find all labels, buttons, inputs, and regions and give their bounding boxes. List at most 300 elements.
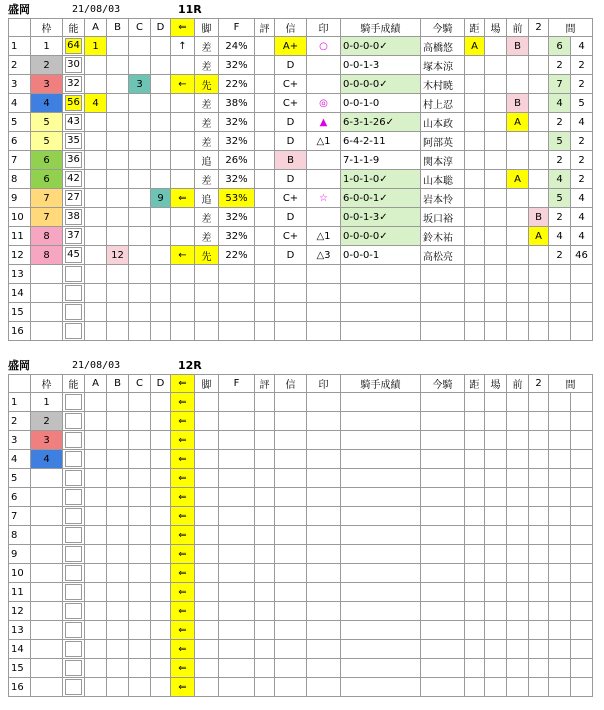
arrow: ⇐ <box>171 621 195 640</box>
kyori: A <box>465 37 485 56</box>
waku: 8 <box>31 246 63 265</box>
col-b <box>107 640 129 659</box>
f-rate <box>219 284 255 303</box>
col-a <box>85 621 107 640</box>
jockey <box>421 412 465 431</box>
jockey <box>421 393 465 412</box>
nouryoku <box>63 151 85 170</box>
col-b <box>107 564 129 583</box>
waku: 4 <box>31 450 63 469</box>
header-col-c: C <box>129 19 151 37</box>
col-a <box>85 75 107 94</box>
jockey-record <box>341 488 421 507</box>
col-2: A <box>529 227 549 246</box>
col-2 <box>529 170 549 189</box>
waku: 2 <box>31 56 63 75</box>
kyaku: 差 <box>195 208 219 227</box>
row-number: 8 <box>9 526 31 545</box>
col-d <box>151 412 171 431</box>
kyori <box>465 113 485 132</box>
col-d <box>151 246 171 265</box>
kankaku-1: 2 <box>549 151 571 170</box>
row-number: 6 <box>9 132 31 151</box>
arrow: ⇐ <box>171 189 195 208</box>
col-2 <box>529 265 549 284</box>
kyori <box>465 393 485 412</box>
col-b <box>107 265 129 284</box>
row-number: 3 <box>9 75 31 94</box>
row-number: 5 <box>9 113 31 132</box>
jockey-record: 6-3-1-26✓ <box>341 113 421 132</box>
jockey-record <box>341 678 421 697</box>
jockey: 山本聡 <box>421 170 465 189</box>
col-a <box>85 507 107 526</box>
row-number: 8 <box>9 170 31 189</box>
hyoka <box>255 431 275 450</box>
shinrai <box>275 412 307 431</box>
f-rate: 32% <box>219 208 255 227</box>
kyaku <box>195 602 219 621</box>
arrow <box>171 284 195 303</box>
col-c <box>129 488 151 507</box>
mae <box>507 56 529 75</box>
mae: A <box>507 113 529 132</box>
kankaku-1: 2 <box>549 208 571 227</box>
f-rate <box>219 583 255 602</box>
col-a <box>85 170 107 189</box>
arrow <box>171 265 195 284</box>
col-d <box>151 393 171 412</box>
shirushi <box>307 621 341 640</box>
shinrai <box>275 583 307 602</box>
col-c <box>129 545 151 564</box>
jockey <box>421 640 465 659</box>
waku <box>31 640 63 659</box>
kyaku <box>195 678 219 697</box>
arrow: ⇐ <box>171 431 195 450</box>
kankaku-2: 2 <box>571 151 593 170</box>
col-b <box>107 431 129 450</box>
row-number: 2 <box>9 412 31 431</box>
col-d <box>151 431 171 450</box>
shinrai <box>275 450 307 469</box>
col-b <box>107 322 129 341</box>
nouryoku <box>63 75 85 94</box>
shinrai <box>275 678 307 697</box>
arrow <box>171 208 195 227</box>
col-b <box>107 526 129 545</box>
hyoka <box>255 208 275 227</box>
table-row <box>9 678 593 697</box>
kyori <box>465 189 485 208</box>
row-number: 14 <box>9 640 31 659</box>
mae <box>507 450 529 469</box>
kyaku: 差 <box>195 170 219 189</box>
col-2 <box>529 75 549 94</box>
kankaku-1 <box>549 450 571 469</box>
col-c <box>129 659 151 678</box>
race-12-header <box>0 358 604 374</box>
arrow: ⇐ <box>171 640 195 659</box>
jockey <box>421 564 465 583</box>
col-2 <box>529 322 549 341</box>
table-row <box>9 246 593 265</box>
jockey-record: 0-0-0-1 <box>341 246 421 265</box>
col-b <box>107 488 129 507</box>
kyaku: 差 <box>195 113 219 132</box>
kyori <box>465 265 485 284</box>
arrow <box>171 132 195 151</box>
col-a <box>85 113 107 132</box>
kyaku <box>195 488 219 507</box>
header-row-number <box>9 375 31 393</box>
col-a <box>85 265 107 284</box>
nouryoku <box>63 659 85 678</box>
jockey-record: 7-1-1-9 <box>341 151 421 170</box>
hyoka <box>255 659 275 678</box>
baba <box>485 132 507 151</box>
mae: B <box>507 37 529 56</box>
row-number: 9 <box>9 189 31 208</box>
f-rate <box>219 412 255 431</box>
jockey-record: 6-0-0-1✓ <box>341 189 421 208</box>
col-2 <box>529 621 549 640</box>
jockey <box>421 526 465 545</box>
hyoka <box>255 640 275 659</box>
kyaku <box>195 545 219 564</box>
kyaku <box>195 564 219 583</box>
waku: 8 <box>31 227 63 246</box>
f-rate: 32% <box>219 132 255 151</box>
row-number: 11 <box>9 227 31 246</box>
nouryoku-box: 36 <box>65 152 82 168</box>
f-rate <box>219 621 255 640</box>
kyori <box>465 583 485 602</box>
col-c <box>129 151 151 170</box>
shinrai <box>275 322 307 341</box>
baba <box>485 322 507 341</box>
jockey-record <box>341 284 421 303</box>
table-row <box>9 94 593 113</box>
hyoka <box>255 507 275 526</box>
kyori <box>465 56 485 75</box>
kankaku-1: 4 <box>549 94 571 113</box>
col-c <box>129 526 151 545</box>
nouryoku <box>63 583 85 602</box>
row-number: 4 <box>9 450 31 469</box>
kankaku-1: 5 <box>549 132 571 151</box>
col-a <box>85 393 107 412</box>
arrow: ⇐ <box>171 583 195 602</box>
nouryoku <box>63 507 85 526</box>
nouryoku-box: 35 <box>65 133 82 149</box>
header-waku: 枠 <box>31 375 63 393</box>
col-b <box>107 56 129 75</box>
row-number: 12 <box>9 602 31 621</box>
baba <box>485 450 507 469</box>
col-a <box>85 526 107 545</box>
col-c <box>129 284 151 303</box>
col-d <box>151 583 171 602</box>
kyaku <box>195 322 219 341</box>
f-rate <box>219 322 255 341</box>
kankaku-2: 4 <box>571 113 593 132</box>
waku <box>31 488 63 507</box>
col-d <box>151 564 171 583</box>
f-rate <box>219 450 255 469</box>
col-a <box>85 303 107 322</box>
jockey <box>421 602 465 621</box>
col-a <box>85 322 107 341</box>
hyoka <box>255 678 275 697</box>
kankaku-2 <box>571 659 593 678</box>
jockey <box>421 507 465 526</box>
header-kyaku: 脚 <box>195 19 219 37</box>
col-c <box>129 246 151 265</box>
nouryoku-box <box>65 285 82 301</box>
kankaku-2 <box>571 507 593 526</box>
hyoka <box>255 393 275 412</box>
col-2 <box>529 151 549 170</box>
kankaku-1 <box>549 640 571 659</box>
arrow: ⇐ <box>171 488 195 507</box>
mae <box>507 545 529 564</box>
kyori <box>465 75 485 94</box>
hyoka <box>255 227 275 246</box>
col-d <box>151 640 171 659</box>
header-waku: 枠 <box>31 19 63 37</box>
col-b <box>107 303 129 322</box>
f-rate <box>219 469 255 488</box>
row-number: 16 <box>9 678 31 697</box>
jockey <box>421 303 465 322</box>
header-kyori: 距 <box>465 375 485 393</box>
waku: 7 <box>31 208 63 227</box>
kankaku-1 <box>549 507 571 526</box>
waku <box>31 621 63 640</box>
waku: 6 <box>31 151 63 170</box>
kankaku-2: 4 <box>571 189 593 208</box>
col-c <box>129 303 151 322</box>
header-mae: 前 <box>507 19 529 37</box>
kankaku-1: 4 <box>549 227 571 246</box>
col-a <box>85 284 107 303</box>
jockey <box>421 545 465 564</box>
col-a: 4 <box>85 94 107 113</box>
hyoka <box>255 469 275 488</box>
mae <box>507 659 529 678</box>
shinrai: D <box>275 170 307 189</box>
jockey-record: 0-0-1-3✓ <box>341 208 421 227</box>
nouryoku <box>63 393 85 412</box>
kyaku: 先 <box>195 246 219 265</box>
shirushi <box>307 265 341 284</box>
shirushi: ◎ <box>307 94 341 113</box>
race-number: 12R <box>178 359 202 372</box>
col-d <box>151 526 171 545</box>
col-a <box>85 545 107 564</box>
shinrai: A+ <box>275 37 307 56</box>
kyaku <box>195 431 219 450</box>
kyaku <box>195 621 219 640</box>
shinrai: D <box>275 56 307 75</box>
waku <box>31 322 63 341</box>
nouryoku <box>63 469 85 488</box>
jockey <box>421 583 465 602</box>
shinrai <box>275 393 307 412</box>
mae <box>507 583 529 602</box>
waku: 3 <box>31 75 63 94</box>
header-kankaku-1: 間 <box>549 19 593 37</box>
header-arrow: ⇐ <box>171 19 195 37</box>
hyoka <box>255 113 275 132</box>
date-label: 21/08/03 <box>72 360 121 371</box>
kyori <box>465 526 485 545</box>
row-number: 5 <box>9 469 31 488</box>
baba <box>485 208 507 227</box>
col-c <box>129 113 151 132</box>
shinrai <box>275 303 307 322</box>
jockey-record: 0-0-0-0✓ <box>341 37 421 56</box>
baba <box>485 412 507 431</box>
hyoka <box>255 170 275 189</box>
nouryoku-box <box>65 622 82 638</box>
header-arrow: ⇐ <box>171 375 195 393</box>
row-number: 1 <box>9 37 31 56</box>
table-row <box>9 545 593 564</box>
shirushi <box>307 583 341 602</box>
col-2 <box>529 113 549 132</box>
arrow <box>171 151 195 170</box>
shinrai <box>275 507 307 526</box>
hyoka <box>255 56 275 75</box>
kankaku-2 <box>571 284 593 303</box>
col-c <box>129 412 151 431</box>
arrow: ⇐ <box>171 469 195 488</box>
col-b <box>107 37 129 56</box>
col-2 <box>529 564 549 583</box>
hyoka <box>255 265 275 284</box>
kankaku-2 <box>571 431 593 450</box>
nouryoku-box <box>65 603 82 619</box>
header-f-rate: F <box>219 19 255 37</box>
nouryoku-box: 27 <box>65 190 82 206</box>
kankaku-1 <box>549 322 571 341</box>
jockey-record: 0-0-0-0✓ <box>341 227 421 246</box>
col-d <box>151 322 171 341</box>
nouryoku-box <box>65 304 82 320</box>
mae <box>507 526 529 545</box>
kyaku <box>195 659 219 678</box>
baba <box>485 393 507 412</box>
shinrai <box>275 526 307 545</box>
jockey-record <box>341 659 421 678</box>
header-shirushi: 印 <box>307 375 341 393</box>
table-row <box>9 393 593 412</box>
kankaku-2 <box>571 602 593 621</box>
col-c <box>129 37 151 56</box>
shinrai: C+ <box>275 94 307 113</box>
kyori <box>465 322 485 341</box>
kankaku-1: 5 <box>549 189 571 208</box>
nouryoku <box>63 322 85 341</box>
kyori <box>465 564 485 583</box>
table-row <box>9 284 593 303</box>
header-shinrai: 信 <box>275 19 307 37</box>
hyoka <box>255 322 275 341</box>
col-d <box>151 469 171 488</box>
col-2 <box>529 659 549 678</box>
jockey: 鈴木祐 <box>421 227 465 246</box>
baba <box>485 75 507 94</box>
shinrai: C+ <box>275 227 307 246</box>
col-b <box>107 208 129 227</box>
table-row <box>9 431 593 450</box>
jockey-record <box>341 469 421 488</box>
shirushi <box>307 659 341 678</box>
col-d <box>151 545 171 564</box>
nouryoku <box>63 640 85 659</box>
jockey-record: 0-0-0-0✓ <box>341 75 421 94</box>
kyori <box>465 151 485 170</box>
baba <box>485 189 507 208</box>
col-d <box>151 94 171 113</box>
mae <box>507 227 529 246</box>
jockey-record <box>341 450 421 469</box>
nouryoku-box <box>65 413 82 429</box>
col-c <box>129 132 151 151</box>
kankaku-1 <box>549 602 571 621</box>
shinrai <box>275 640 307 659</box>
kyaku <box>195 303 219 322</box>
nouryoku-box <box>65 641 82 657</box>
kyori <box>465 170 485 189</box>
header-baba: 場 <box>485 19 507 37</box>
header-f-rate: F <box>219 375 255 393</box>
table-row <box>9 488 593 507</box>
kankaku-2 <box>571 526 593 545</box>
col-a <box>85 564 107 583</box>
mae <box>507 507 529 526</box>
kyori <box>465 659 485 678</box>
baba <box>485 94 507 113</box>
nouryoku <box>63 189 85 208</box>
col-a <box>85 659 107 678</box>
nouryoku-box <box>65 432 82 448</box>
nouryoku-box <box>65 323 82 339</box>
f-rate <box>219 545 255 564</box>
nouryoku-box: 32 <box>65 76 82 92</box>
baba <box>485 265 507 284</box>
col-a <box>85 189 107 208</box>
kankaku-1 <box>549 659 571 678</box>
table-row <box>9 265 593 284</box>
baba <box>485 659 507 678</box>
waku <box>31 507 63 526</box>
shinrai <box>275 431 307 450</box>
baba <box>485 246 507 265</box>
header-kyaku: 脚 <box>195 375 219 393</box>
row-number: 3 <box>9 431 31 450</box>
col-a <box>85 412 107 431</box>
kankaku-2 <box>571 393 593 412</box>
kankaku-1: 7 <box>549 75 571 94</box>
kyaku: 追 <box>195 151 219 170</box>
jockey-record <box>341 564 421 583</box>
kankaku-2 <box>571 488 593 507</box>
header-shinrai: 信 <box>275 375 307 393</box>
table-row <box>9 37 593 56</box>
